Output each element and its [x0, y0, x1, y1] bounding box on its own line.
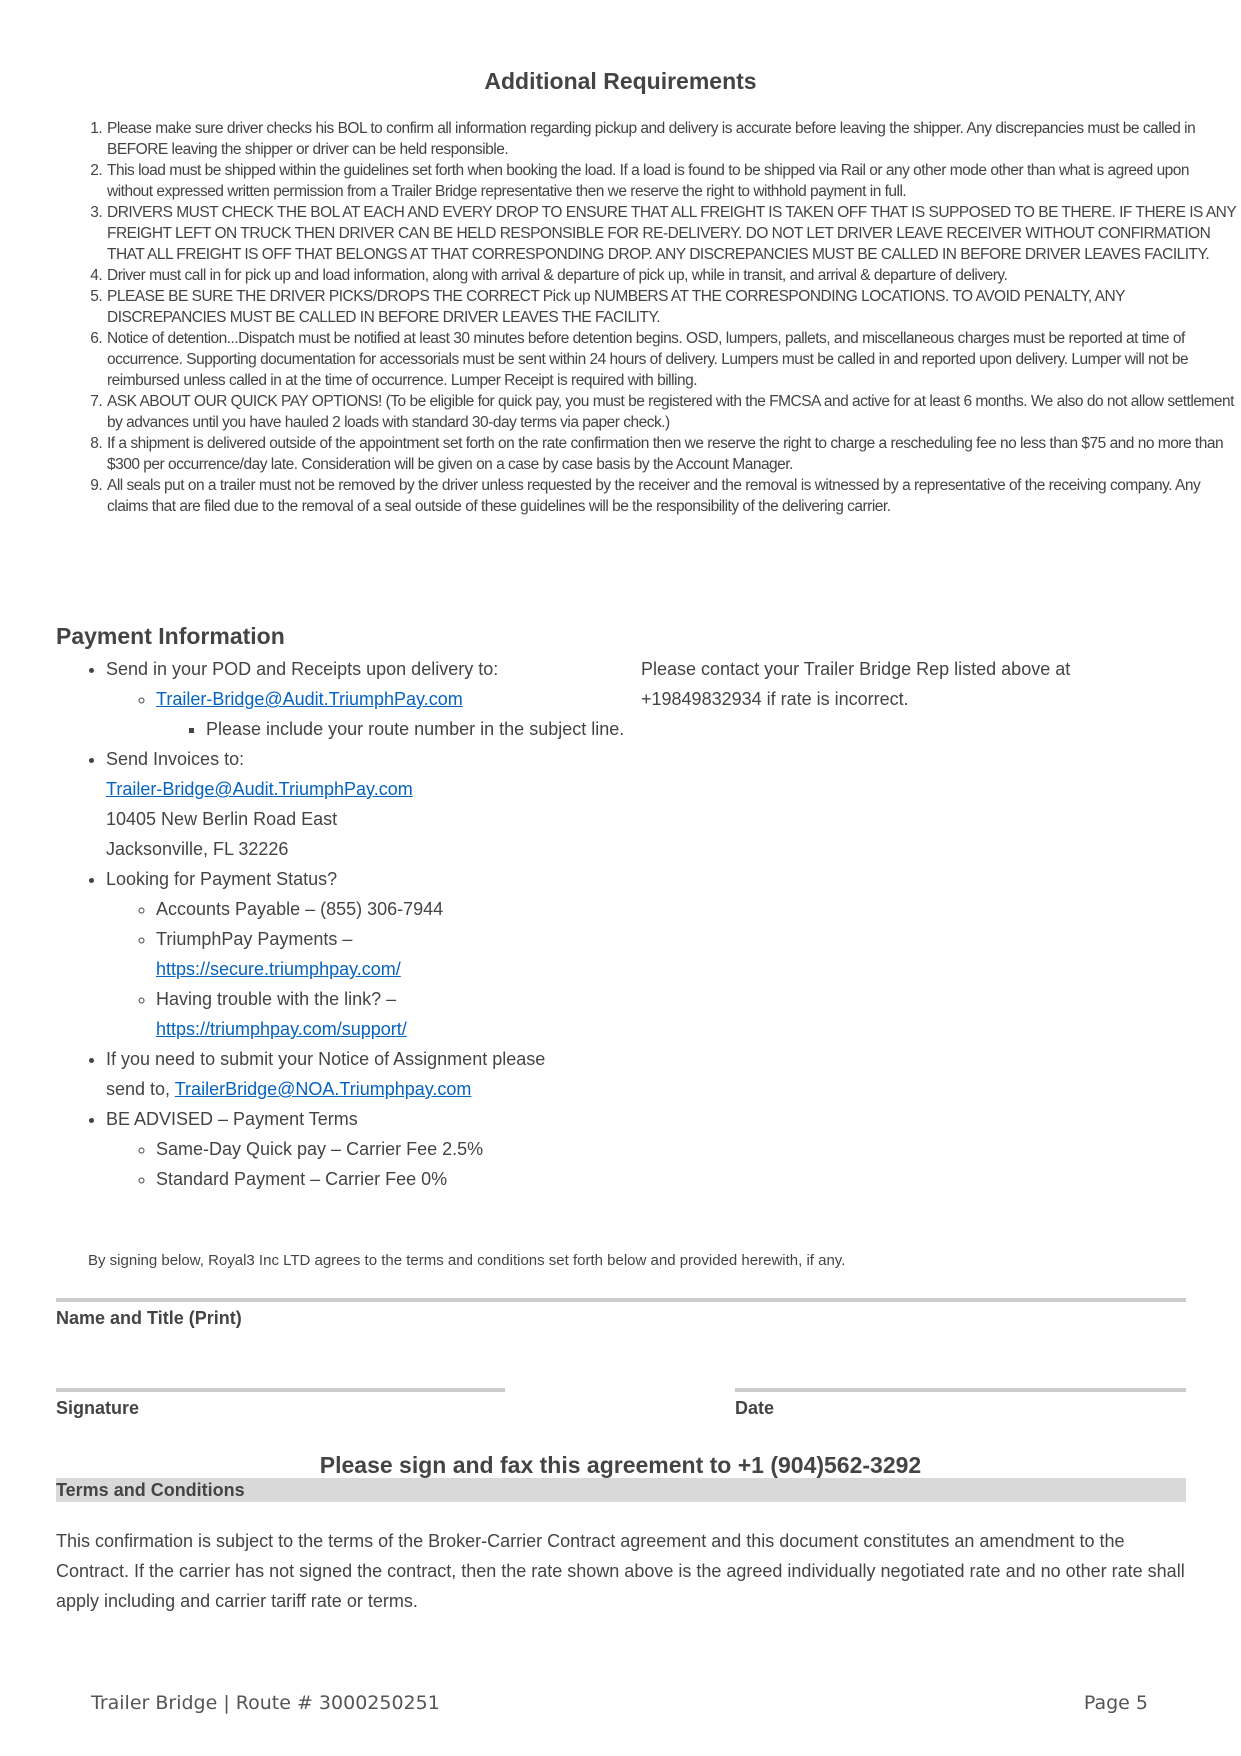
requirement-item: 5. PLEASE BE SURE THE DRIVER PICKS/DROPS THE CORRECT Pick up NUMBERS AT THE CORRESPONDING LOCATIONS. TO AVOID PENALTY, ANY DISCREPANCIES MUST BE CALLED IN BEFORE DRIVER LEAVES THE FACILITY.: [106, 286, 1236, 328]
signature-label: Signature: [56, 1398, 140, 1418]
date-rule: [735, 1388, 1186, 1392]
triumphpay-item: [156, 924, 626, 984]
name-title-label: Name and Title (Print): [56, 1308, 242, 1328]
requirement-item: 4. Driver must call in for pick up and load information, along with arrival & departure of pick up, while in transit, and arrival & departure of delivery.: [106, 265, 1236, 286]
requirement-item: 3. DRIVERS MUST CHECK THE BOL AT EACH AND EVERY DROP TO ENSURE THAT ALL FREIGHT IS TAKEN OFF THAT IS SUPPOSED TO BE THERE. IF THERE IS ANY FREIGHT LEFT ON TRUCK THEN DRIVER CAN BE HELD RESPONSIBLE FOR RE-DELIVERY. DO NOT LET DRIVER LEAVE RECEIVER WITHOUT CONFIRMATION THAT ALL FREIGHT IS OFF THAT BELONGS AT THAT CORRESPONDING DROP. ANY DISCREPANCIES MUST BE CALLED IN BEFORE DRIVER LEAVES FACILITY.: [106, 202, 1236, 265]
requirement-item: 1. Please make sure driver checks his BOL to confirm all information regarding pickup and delivery is accurate before leaving the shipper. Any discrepancies must be called in BEFORE leaving the shipper or driver can be held responsible.: [106, 118, 1236, 160]
accounts-payable: ◦ Accounts Payable – (855) 306-7944: [156, 894, 626, 924]
triumphpay-label: ◦ TriumphPay Payments –: [156, 929, 353, 949]
requirements-list: [56, 118, 1236, 517]
footer-route: Trailer Bridge | Route # 3000250251: [91, 1692, 440, 1714]
requirement-item: 7. ASK ABOUT OUR QUICK PAY OPTIONS! (To be eligible for quick pay, you must be registered with the FMCSA and active for at least 6 months. We also do not allow settlement by advances until you have hauled 2 loads with standard 30-day terms via paper check.): [106, 391, 1236, 433]
date-label: Date: [735, 1398, 775, 1418]
payment-information-title: Payment Information: [56, 623, 285, 649]
terms-title: Terms and Conditions: [56, 1480, 245, 1500]
terms-text: This confirmation is subject to the terms of the Broker-Carrier Contract agreement and this document constitutes an amendment to the Contract. If the carrier has not signed the contract, then the rate shown above is the agreed individually negotiated rate and no other rate shall apply including and carrier tariff rate or terms.: [56, 1531, 1185, 1611]
pod-email-link[interactable]: Trailer-Bridge@Audit.TriumphPay.com: [156, 689, 463, 709]
payment-terms-item: [106, 1104, 626, 1194]
invoices-label: • Send Invoices to:: [106, 749, 245, 769]
triumphpay-link[interactable]: https://secure.triumphpay.com/: [156, 959, 401, 979]
requirement-item: 6. Notice of detention...Dispatch must be notified at least 30 minutes before detention begins. OSD, lumpers, pallets, and miscellaneous charges must be reported at time of occurrence. Supporting documentation for accessorials must be sent within 24 hours of delivery. Lumpers must be called in and reported upon delivery. Lumper will not be reimbursed unless called in at the time of occurrence. Lumper Receipt is required with billing.: [106, 328, 1236, 391]
additional-requirements-title: Additional Requirements: [484, 68, 757, 94]
payment-status-label: Looking for Payment Status?: [106, 869, 338, 889]
pod-note: ▪ Please include your route number in the subject line.: [206, 714, 626, 744]
signature-rule: [56, 1388, 505, 1392]
payment-status-item: [106, 864, 626, 1044]
noa-email-link[interactable]: TrailerBridge@NOA.Triumphpay.com: [174, 1079, 472, 1099]
term-quick-pay: ◦ Same-Day Quick pay – Carrier Fee 2.5%: [156, 1134, 626, 1164]
rep-contact-line-2: +19849832934 if rate is incorrect.: [641, 689, 909, 709]
payment-terms-label: BE ADVISED – Payment Terms: [106, 1109, 358, 1129]
support-item: [156, 984, 626, 1044]
noa-text: • If you need to submit your Notice of Assignment please: [106, 1049, 546, 1069]
invoices-item: [106, 744, 626, 864]
rep-contact-note: [641, 654, 1121, 714]
footer-page-number: Page 5: [1083, 1692, 1148, 1714]
terms-header-bar: [56, 1478, 1186, 1502]
noa-item: [106, 1044, 626, 1104]
address-line-2: Jacksonville, FL 32226: [106, 839, 289, 859]
pod-email-item: [156, 684, 626, 744]
requirement-item: 8. If a shipment is delivered outside of the appointment set forth on the rate confirmation then we reserve the right to charge a rescheduling fee no less than $75 and no more than $300 per occurrence/day late. Consideration will be given on a case by case basis by the Account Manager.: [106, 433, 1236, 475]
rep-contact-line-1: Please contact your Trailer Bridge Rep listed above at: [641, 659, 1071, 679]
noa-send-to: send to,: [106, 1079, 171, 1099]
signing-note: By signing below, Royal3 Inc LTD agrees to the terms and conditions set forth below and provided herewith, if any.: [88, 1252, 846, 1269]
support-link[interactable]: https://triumphpay.com/support/: [156, 1019, 407, 1039]
name-title-rule: [56, 1298, 1186, 1302]
requirement-item: 9. All seals put on a trailer must not be removed by the driver unless requested by the receiver and the removal is witnessed by a representative of the receiving company. Any claims that are filed due to the removal of a seal outside of these guidelines will be the responsibility of the delivering carrier.: [106, 475, 1236, 517]
payment-list: [56, 654, 626, 1194]
requirement-item: 2. This load must be shipped within the guidelines set forth when booking the load. If a load is found to be shipped via Rail or any other mode other than what is agreed upon without expressed written permission from a Trailer Bridge representative then we reserve the right to withhold payment in full.: [106, 160, 1236, 202]
support-label: ◦ Having trouble with the link? –: [156, 989, 397, 1009]
pod-label: Send in your POD and Receipts upon delivery to:: [106, 659, 499, 679]
invoices-email-link[interactable]: Trailer-Bridge@Audit.TriumphPay.com: [106, 779, 413, 799]
fax-instruction: Please sign and fax this agreement to +1 (904)562-3292: [319, 1452, 922, 1478]
address-line-1: 10405 New Berlin Road East: [106, 809, 338, 829]
term-standard: ◦ Standard Payment – Carrier Fee 0%: [156, 1164, 626, 1194]
pod-item: [106, 654, 626, 744]
payment-instructions: [56, 654, 626, 1194]
